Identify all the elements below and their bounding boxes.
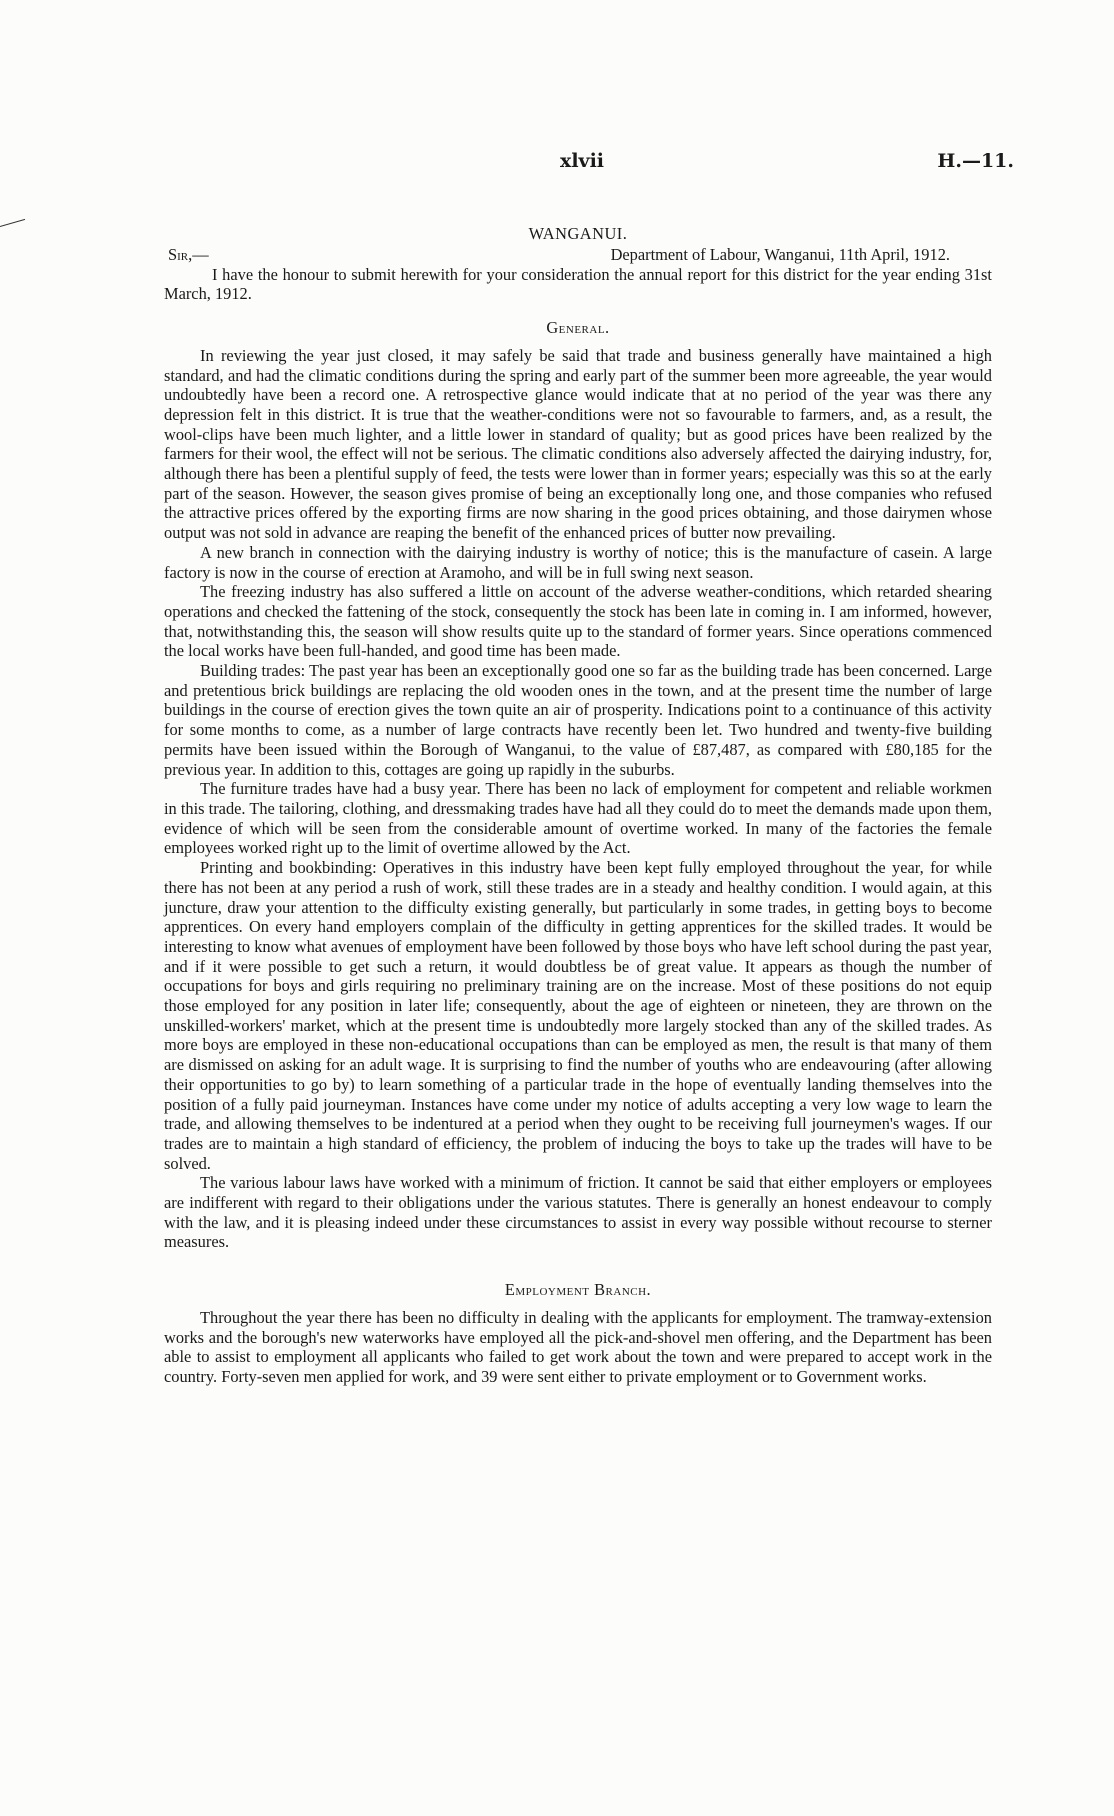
page-header (164, 150, 1014, 180)
section-heading-employment: Employment Branch. (504, 1280, 652, 1300)
salutation: Sir,— (168, 244, 209, 264)
dateline: Department of Labour, Wanganui, 11th April, 1912. (610, 244, 950, 264)
paragraph-casein: A new branch in connection with the dairying industry is worthy of notice; this is the manufacture of casein. A large factory is now in the course of erection at Aramoho, and will be in full swing next season. (164, 542, 992, 582)
page-number: xlvii (560, 150, 605, 172)
paragraph-labour-laws: The various labour laws have worked with a minimum of friction. It cannot be said that either employers or employees are indifferent with regard to their obligations under the various statutes. There is generally an honest endeavour to comply with the law, and it is pleasing indeed under these circumstances to assist in every way possible without recourse to sterner measures. (164, 1173, 992, 1252)
report-body (164, 224, 992, 1387)
paragraph-printing-bookbinding: Printing and bookbinding: Operatives in this industry have been kept fully employed throughout the year, for while there has not been at any period a rush of work, still these trades are in a steady and healthy condition. I would again, at this juncture, draw your attention to the difficulty existing generally, but particularly in some trades, in getting boys to become apprentices. On every hand employers complain of the difficulty in getting apprentices for the skilled trades. It would be interesting to know what avenues of employment have been followed by those boys who have left school during the past year, and if it were possible to get such a return, it would doubtless be of great value. It appears as though the number of occupations for boys and girls requiring no preliminary training are on the increase. Most of these positions do not equip those employed for any position in later life; consequently, about the age of eighteen or nineteen, they are thrown on the unskilled-workers' market, which at the present time is undoubtedly more largely stocked than any of the skilled trades. As more boys are employed in these non-educational occupations than can be employed as men, the result is that many of them are dismissed on asking for an adult wage. It is surprising to find the number of youths who are endeavouring (after allowing their opportunities to go by) to learn something of a particular trade in the hope of eventually landing themselves into the position of a fully paid journeyman. Instances have come under my notice of adults accepting a very low wage to learn the trade, and allowing themselves to be indentured at a period when they ought to be receiving full journeymen's wages. If our trades are to maintain a high standard of efficiency, the problem of inducing the boys to take up the trades will have to be solved. (164, 858, 992, 1173)
salutation-row (164, 245, 992, 265)
paragraph-general-overview: In reviewing the year just closed, it may safely be said that trade and business generally have maintained a high standard, and had the climatic conditions during the spring and early part of the summer been more agreeable, the year would undoubtedly have been a record one. A retrospective glance would indicate that at no period of the year was there any depression felt in this district. It is true that the weather-conditions were not so favourable to farmers, and, as a result, the wool-clips have been much lighter, and a little lower in standard of quality; but as good prices have been realized by the farmers for their wool, the effect will not be serious. The climatic conditions also adversely affected the dairying industry, for, although there has been a plentiful supply of feed, the tests were lower than in former years; especially was this so at the early part of the season. However, the season gives promise of being an exceptionally long one, and those companies who refused the attractive prices offered by the exporting firms are now sharing in the good prices obtaining, and those dairymen whose output was not sold in advance are reaping the benefit of the enhanced prices of butter now prevailing. (164, 345, 992, 543)
margin-pen-mark (0, 219, 25, 227)
intro-paragraph: I have the honour to submit herewith for your consideration the annual report for this district for the year ending 31st March, 1912. (164, 264, 992, 304)
paragraph-employment: Throughout the year there has been no difficulty in dealing with the applicants for employment. The tramway-extension works and the borough's new waterworks have employed all the pick-and-shovel men offering, and the Department has been able to assist to employment all applicants who failed to get work about the town and were prepared to accept work in the country. Forty-seven men applied for work, and 39 were sent either to private employment or to Government works. (164, 1307, 992, 1386)
paragraph-freezing-industry: The freezing industry has also suffered a little on account of the adverse weather-conditions, which retarded shearing operations and checked the fattening of the stock, consequently the stock has been late in coming in. I am informed, however, that, notwithstanding this, the season will show results quite up to the standard of former years. Since operations commenced the local works have been full-handed, and good time has been made. (164, 582, 992, 661)
district-heading: WANGANUI. (528, 224, 628, 243)
paragraph-furniture-trades: The furniture trades have had a busy year. There has been no lack of employment for competent and reliable workmen in this trade. The tailoring, clothing, and dressmaking trades have had all they could do to meet the demands made upon them, evidence of which will be seen from the considerable amount of overtime worked. In many of the factories the female employees worked right up to the limit of overtime allowed by the Act. (164, 779, 992, 858)
paragraph-building-trades: Building trades: The past year has been an exceptionally good one so far as the building trade has been concerned. Large and pretentious brick buildings are replacing the old wooden ones in the town, and at the present time the number of large buildings in the course of erection gives the town quite an air of prosperity. Indications point to a continuance of this activity for some months to come, as a number of large contracts have recently been let. Two hundred and twenty-five building permits have been issued within the Borough of Wanganui, to the value of £87,487, as compared with £80,185 for the previous year. In addition to this, cottages are going up rapidly in the suburbs. (164, 661, 992, 779)
section-heading-general: General. (546, 318, 610, 338)
series-code: H.—11. (937, 150, 1014, 172)
